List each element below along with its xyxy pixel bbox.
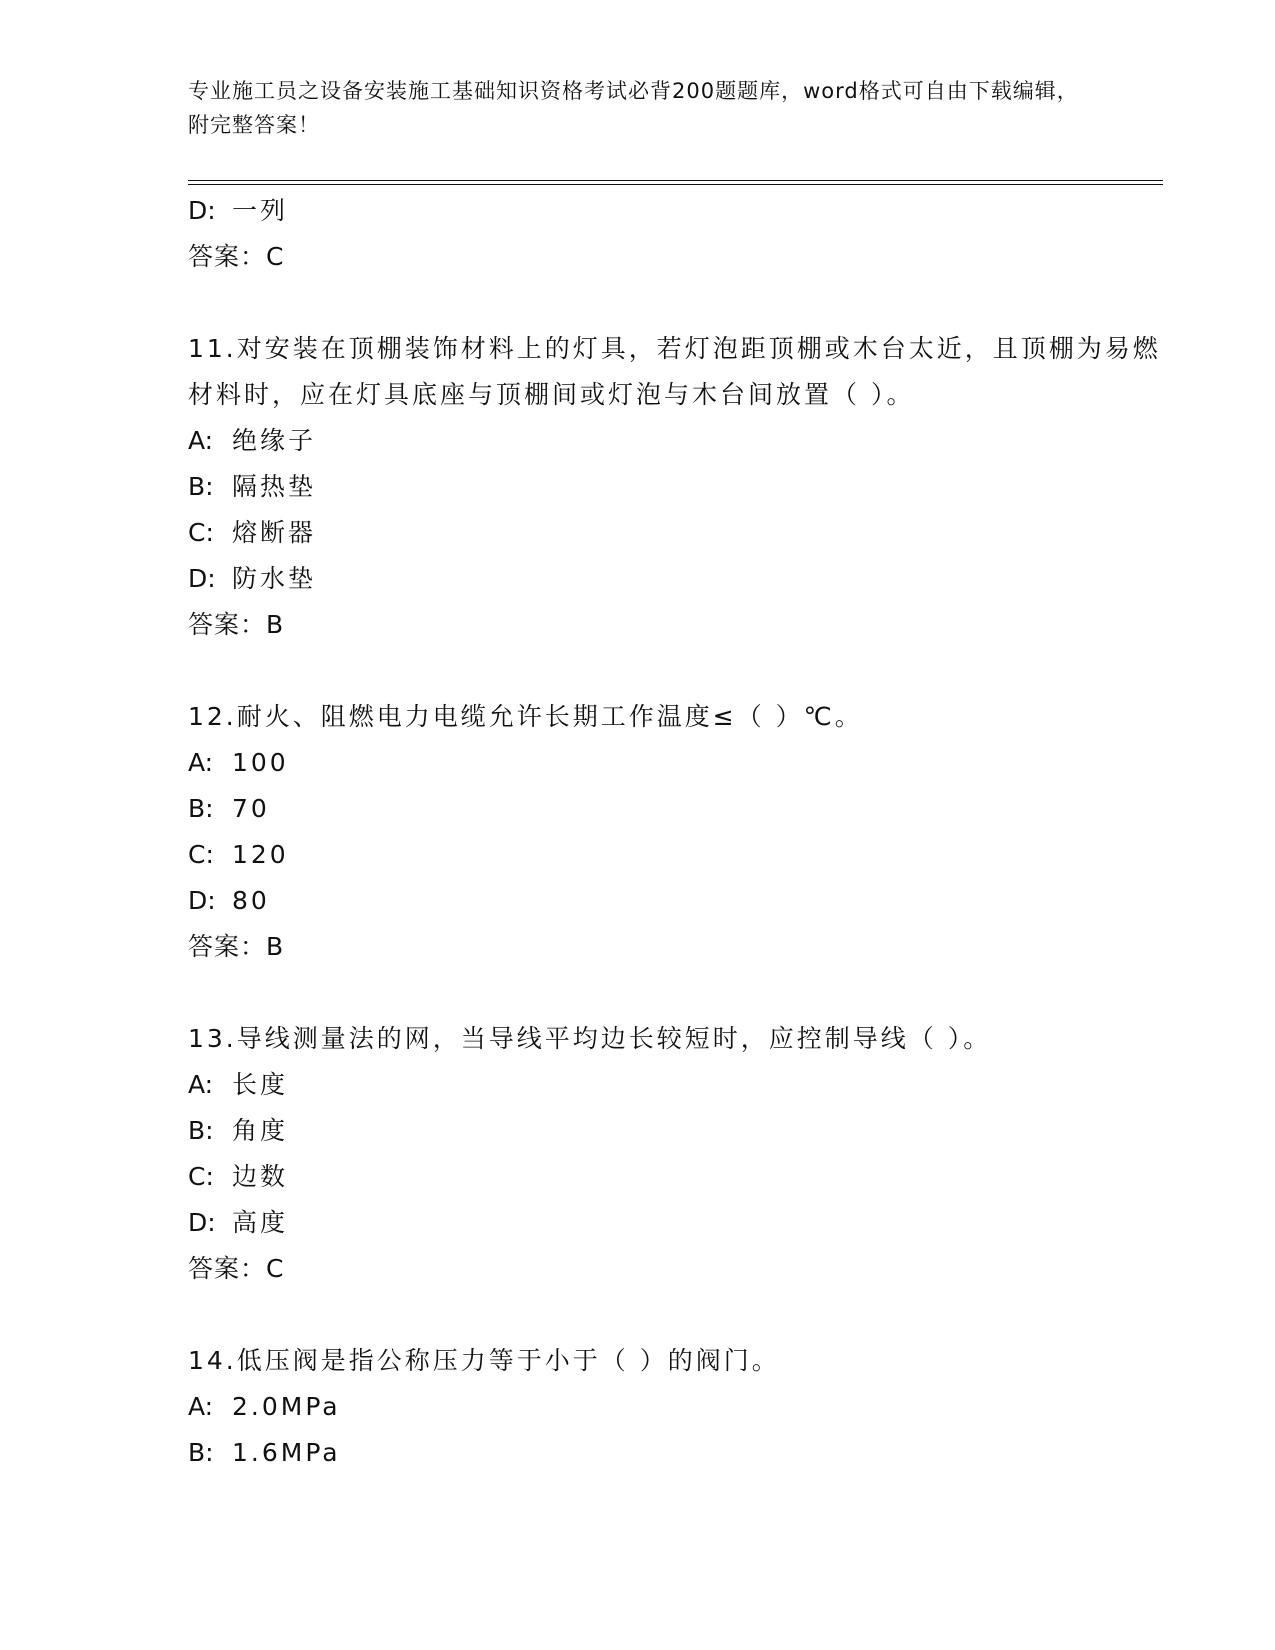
header-title: 专业施工员之设备安装施工基础知识资格考试必背200题题库，word格式可自由下载编辑，附完整答案！	[188, 79, 1079, 137]
header-double-rule	[188, 180, 1163, 185]
option-text: 熔断器	[232, 518, 317, 547]
question-14-option-a	[188, 1384, 1163, 1430]
question-12-option-a	[188, 740, 1163, 786]
option-text: 80	[232, 886, 270, 915]
option-text: 角度	[232, 1116, 289, 1145]
spacer	[188, 648, 1163, 694]
option-label: C:	[188, 840, 214, 869]
question-13-option-d	[188, 1200, 1163, 1246]
question-13-answer: 答案：C	[188, 1254, 285, 1283]
option-text: 高度	[232, 1208, 289, 1237]
option-label: A:	[188, 426, 214, 455]
question-12-option-d	[188, 878, 1163, 924]
option-text: 120	[232, 840, 289, 869]
question-13-option-c	[188, 1154, 1163, 1200]
option-label: A:	[188, 748, 214, 777]
question-12-stem: 12.耐火、阻燃电力电缆允许长期工作温度≤（ ）℃。	[188, 702, 863, 731]
question-12-answer: 答案：B	[188, 932, 285, 961]
option-label: C:	[188, 1162, 214, 1191]
option-label: D:	[188, 564, 216, 593]
question-list	[188, 188, 1163, 1476]
question-11-option-c	[188, 510, 1163, 556]
question-13-option-b	[188, 1108, 1163, 1154]
option-label: C:	[188, 518, 214, 547]
option-text: 2.0MPa	[232, 1392, 341, 1421]
option-text: 长度	[232, 1070, 289, 1099]
option-text: 防水垫	[232, 564, 317, 593]
option-label: B:	[188, 472, 214, 501]
question-14-stem: 14.低压阀是指公称压力等于小于（ ）的阀门。	[188, 1346, 780, 1375]
question-11-option-a	[188, 418, 1163, 464]
option-text: 100	[232, 748, 289, 777]
spacer	[188, 280, 1163, 326]
document-header	[188, 74, 1088, 142]
option-label: A:	[188, 1392, 214, 1421]
prev-option-d	[188, 188, 1163, 234]
option-text: 一列	[232, 196, 289, 225]
question-13-option-a	[188, 1062, 1163, 1108]
question-11-answer: 答案：B	[188, 610, 285, 639]
option-text: 绝缘子	[232, 426, 317, 455]
option-label: B:	[188, 794, 214, 823]
question-11-stem: 11.对安装在顶棚装饰材料上的灯具，若灯泡距顶棚或木台太近，且顶棚为易燃材料时，应在灯具底座与顶棚间或灯泡与木台间放置（ ）。	[188, 334, 1161, 409]
option-label: A:	[188, 1070, 214, 1099]
question-11-option-b	[188, 464, 1163, 510]
option-label: D:	[188, 196, 216, 225]
option-text: 70	[232, 794, 270, 823]
option-label: D:	[188, 1208, 216, 1237]
question-13-stem: 13.导线测量法的网，当导线平均边长较短时，应控制导线（ ）。	[188, 1024, 992, 1053]
question-12-option-c	[188, 832, 1163, 878]
option-text: 隔热垫	[232, 472, 317, 501]
question-12-option-b	[188, 786, 1163, 832]
option-label: B:	[188, 1438, 214, 1467]
option-text: 边数	[232, 1162, 289, 1191]
spacer	[188, 1292, 1163, 1338]
question-14-option-b	[188, 1430, 1163, 1476]
option-label: D:	[188, 886, 216, 915]
option-label: B:	[188, 1116, 214, 1145]
question-11-option-d	[188, 556, 1163, 602]
spacer	[188, 970, 1163, 1016]
prev-answer: 答案：C	[188, 242, 285, 271]
option-text: 1.6MPa	[232, 1438, 341, 1467]
